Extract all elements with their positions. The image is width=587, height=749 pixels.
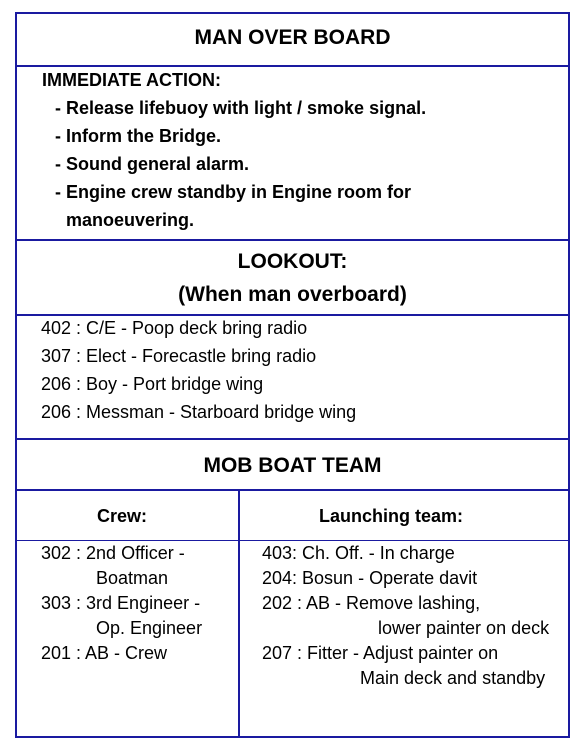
immediate-action-item: - Inform the Bridge. — [55, 126, 221, 146]
divider — [17, 314, 568, 316]
card-title: MAN OVER BOARD — [194, 26, 391, 49]
lookout-subheading: (When man overboard) — [178, 283, 407, 306]
lookout-item: 206 : Boy - Port bridge wing — [41, 374, 264, 394]
launching-team-heading: Launching team: — [319, 506, 464, 526]
crew-item: 303 : 3rd Engineer - — [41, 593, 201, 613]
immediate-action-item: - Engine crew standby in Engine room for — [55, 182, 412, 202]
launch-item: lower painter on deck — [378, 618, 550, 638]
mob-card — [15, 12, 570, 738]
crew-item: 201 : AB - Crew — [41, 643, 168, 663]
divider — [17, 438, 568, 440]
launch-item: 403: Ch. Off. - In charge — [262, 543, 455, 563]
crew-item: Boatman — [96, 568, 169, 588]
immediate-action-item: - Release lifebuoy with light / smoke signal. — [55, 98, 427, 118]
lookout-item: 206 : Messman - Starboard bridge wing — [41, 402, 357, 422]
immediate-action-item: - Sound general alarm. — [55, 154, 250, 174]
launch-item: 202 : AB - Remove lashing, — [262, 593, 481, 613]
lookout-item: 307 : Elect - Forecastle bring radio — [41, 346, 317, 366]
divider — [17, 489, 568, 491]
crew-item: Op. Engineer — [96, 618, 203, 638]
immediate-action-heading: IMMEDIATE ACTION: — [42, 70, 221, 90]
column-divider — [238, 489, 240, 736]
divider — [17, 540, 568, 541]
mob-team-heading: MOB BOAT TEAM — [203, 454, 382, 477]
launch-item: 207 : Fitter - Adjust painter on — [262, 643, 499, 663]
immediate-action-item: manoeuvering. — [66, 210, 195, 230]
crew-heading: Crew: — [97, 506, 148, 526]
lookout-item: 402 : C/E - Poop deck bring radio — [41, 318, 308, 338]
divider — [17, 65, 568, 67]
crew-item: 302 : 2nd Officer - — [41, 543, 185, 563]
lookout-heading: LOOKOUT: — [237, 250, 348, 273]
launch-item: Main deck and standby — [360, 668, 546, 688]
launch-item: 204: Bosun - Operate davit — [262, 568, 478, 588]
divider — [17, 239, 568, 241]
